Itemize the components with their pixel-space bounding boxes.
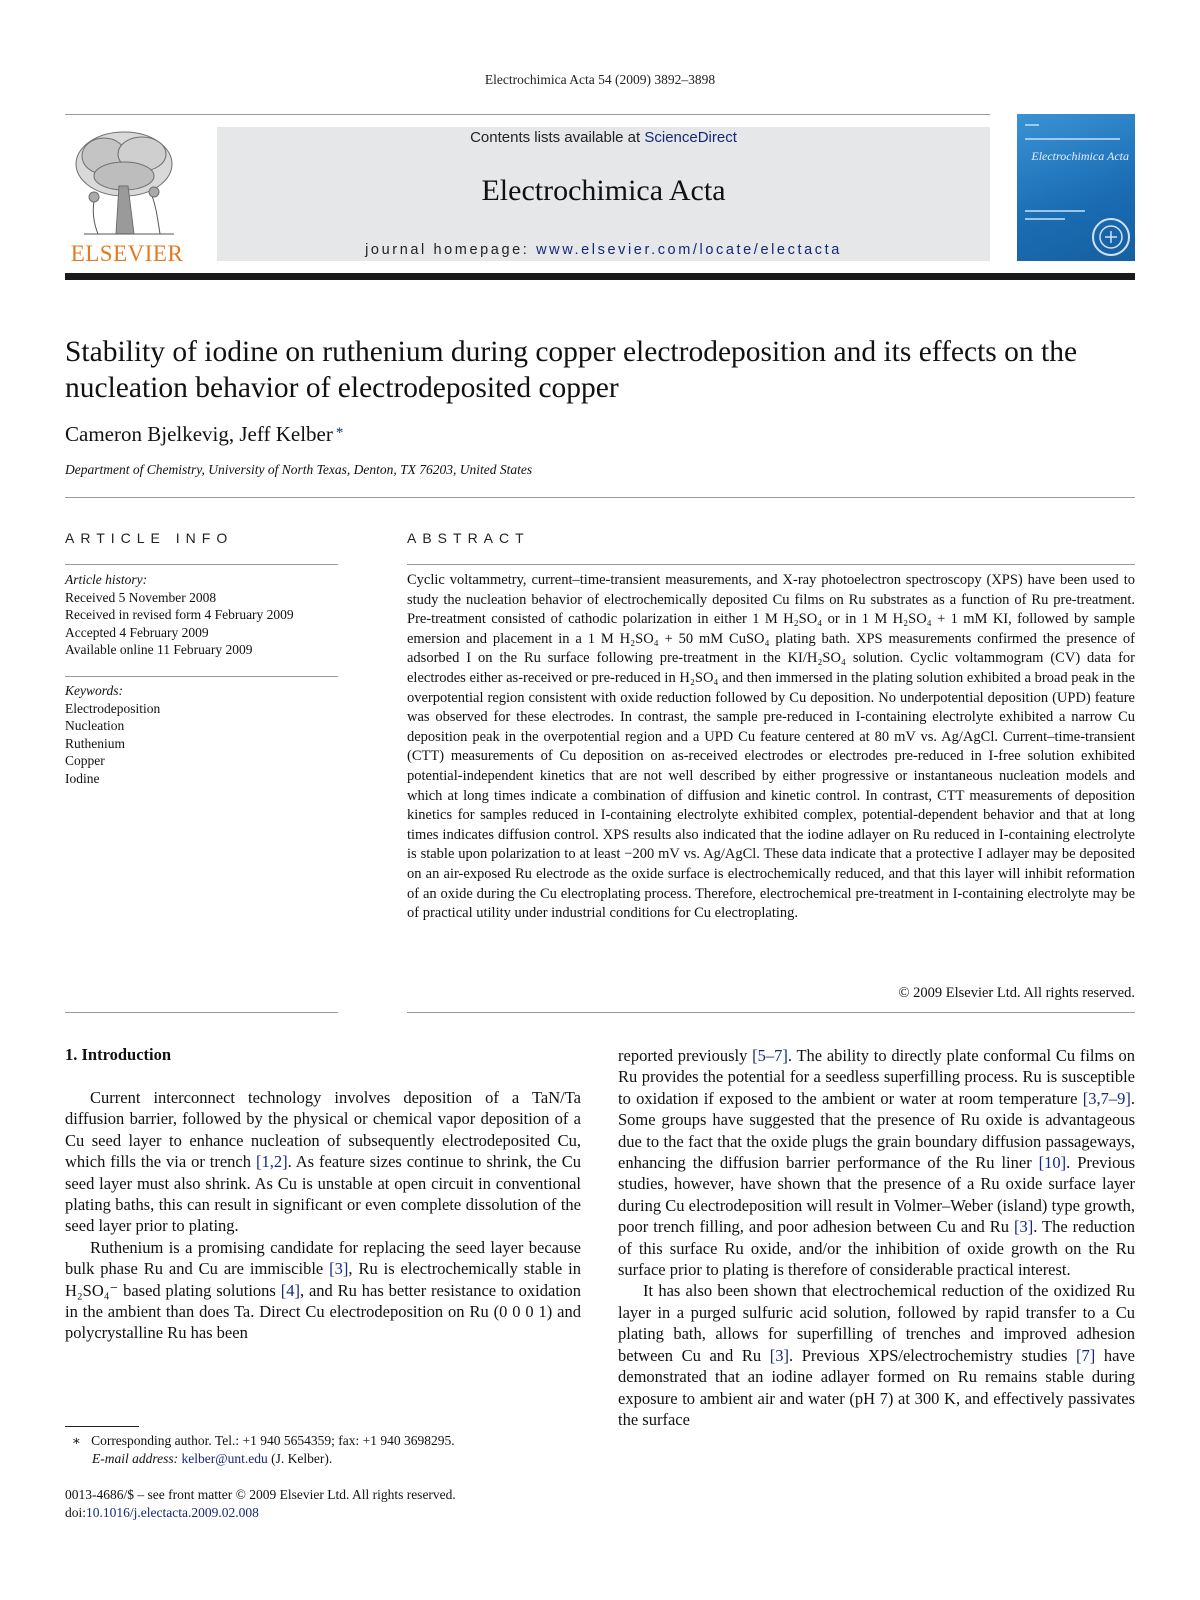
introduction-heading: 1. Introduction [65, 1045, 172, 1064]
doi-link[interactable]: 10.1016/j.electacta.2009.02.008 [86, 1504, 259, 1520]
keyword-item: Electrodeposition [65, 700, 161, 716]
keyword-item: Iodine [65, 770, 100, 786]
cover-emblem [1025, 124, 1039, 126]
divider [65, 1012, 338, 1013]
cover-rule [1025, 218, 1065, 220]
history-item: Received in revised form 4 February 2009 [65, 607, 294, 623]
text-run: It has also been shown that electrochemical reduction of the oxidized Ru layer in a purged sulfuric acid solution, followed by rapid transfer to a Cu plating bath, allows for superfilling of trenches and improved adhesion between Cu and Ru [618, 1281, 1135, 1365]
reference-link[interactable]: [1,2] [255, 1152, 288, 1172]
reference-link[interactable]: [7] [1075, 1345, 1096, 1365]
cover-title: Electrochimica Acta [1031, 149, 1129, 163]
paragraph [65, 1237, 581, 1344]
reference-link[interactable]: [3] [769, 1345, 790, 1365]
text-run: Ruthenium is a promising candidate for replacing the seed layer because bulk phase Ru and Cu are immiscible [65, 1237, 581, 1279]
journal-title: Electrochimica Acta [481, 174, 726, 207]
paragraph [618, 1045, 1135, 1280]
text-run: . Previous XPS/electrochemistry studies [789, 1345, 1076, 1365]
reference-link[interactable]: [5–7] [752, 1046, 788, 1065]
header-divider [65, 114, 990, 115]
paragraph [65, 1087, 581, 1237]
body-column-left [65, 1087, 581, 1344]
divider [65, 676, 338, 677]
reference-link[interactable]: [3,7–9] [1082, 1088, 1131, 1108]
footnote [65, 1432, 595, 1467]
text-run: . The reduction of this surface Ru oxide, and/or the inhibition of oxide growth on the Ru surface prior to plating is therefore of considerable practical interest. [618, 1217, 1135, 1280]
cover-rule [1025, 138, 1120, 140]
history-label: Article history: [65, 572, 148, 587]
journal-citation: Electrochimica Acta 54 (2009) 3892–3898 [484, 72, 716, 87]
homepage-prefix: journal homepage: [365, 242, 537, 258]
text-run: . Some groups have suggested that the presence of Ru oxide is advantageous due to the fact that the oxide plugs the grain boundary diffusion passageways, enhancing the diffusion barrier performance of the Ru liner [618, 1088, 1135, 1173]
email-suffix: (J. Kelber). [267, 1450, 333, 1466]
divider [407, 1012, 1135, 1013]
email-label: E-mail address: [92, 1450, 182, 1466]
header-thick-rule [65, 273, 1135, 280]
reference-link[interactable]: [10] [1038, 1153, 1067, 1173]
text-run: have demonstrated that an iodine adlayer formed on Ru remains stable during exposure to ambient air and water (pH 7) at 300 K, and effectively passivates the surface [618, 1345, 1135, 1429]
author-list [65, 422, 343, 447]
body-column-right [618, 1045, 1135, 1430]
cover-rule [1025, 210, 1085, 212]
page-footer [65, 1486, 456, 1521]
reference-link[interactable]: [3] [329, 1259, 349, 1279]
authors-text: Cameron Bjelkevig, Jeff Kelber [65, 422, 333, 446]
journal-homepage [217, 242, 990, 258]
divider [65, 564, 338, 565]
text-run: . The ability to directly plate conformal Cu films on Ru provides the potential for a seedless superfilling process. Ru is susceptible to oxidation if exposed to the ambient or water at room temperature [618, 1046, 1135, 1108]
footnote-mark: ∗ [71, 1433, 81, 1448]
footnote-corresponding [65, 1432, 595, 1450]
divider [65, 497, 1135, 498]
ise-seal-icon [1091, 217, 1131, 257]
sciencedirect-link[interactable]: ScienceDirect [644, 129, 737, 146]
keyword-item: Ruthenium [65, 735, 125, 751]
footnote-email [65, 1450, 595, 1468]
text-run: reported previously [618, 1046, 753, 1065]
keywords-label: Keywords: [65, 683, 123, 698]
issn-line: 0013-4686/$ – see front matter © 2009 Elsevier Ltd. All rights reserved. [65, 1487, 456, 1502]
keywords [65, 682, 160, 788]
article-info-heading: ARTICLE INFO [65, 530, 234, 546]
text-run: . Previous studies, however, have shown that the presence of a Ru oxide surface layer during Cu electrodeposition will result in Volmer–Weber (island) type growth, poor trench filling, and poor adhesion between Cu and Ru [618, 1153, 1135, 1237]
affiliation: Department of Chemistry, University of North Texas, Denton, TX 76203, United States [65, 462, 533, 477]
keyword-item: Copper [65, 753, 105, 769]
reference-link[interactable]: [4] [280, 1280, 300, 1300]
contents-line [217, 129, 990, 146]
text-run: , Ru is electrochemically stable in H₂SO₄⁻ based plating solutions [65, 1259, 581, 1300]
doi-label: doi: [65, 1504, 87, 1520]
abstract-copyright: © 2009 Elsevier Ltd. All rights reserved. [898, 985, 1135, 1001]
reference-link[interactable]: [3] [1013, 1217, 1034, 1237]
keyword-item: Nucleation [65, 718, 125, 734]
text-run: Current interconnect technology involves deposition of a TaN/Ta diffusion barrier, followed by the physical or chemical vapor deposition of a Cu seed layer to enhance nucleation of subsequently electrodeposited Cu, which fills the via or trench [65, 1088, 581, 1172]
elsevier-wordmark: ELSEVIER [70, 241, 184, 266]
abstract-heading: ABSTRACT [407, 530, 530, 546]
corresponding-author-text: Corresponding author. Tel.: +1 940 5654359; fax: +1 940 3698295. [91, 1433, 455, 1448]
footnote-rule [65, 1426, 139, 1427]
corresponding-author-mark[interactable]: * [335, 425, 344, 441]
text-run: . As feature sizes continue to shrink, the Cu seed layer must also shrink. As Cu is unstable at open circuit in conventional plating baths, this can result in significant or even complete dissolution of the seed layer prior to plating. [65, 1152, 581, 1236]
history-item: Accepted 4 February 2009 [65, 624, 209, 640]
paragraph [618, 1280, 1135, 1430]
homepage-link[interactable]: www.elsevier.com/locate/electacta [536, 242, 842, 258]
abstract-text: Cyclic voltammetry, current–time-transient measurements, and X-ray photoelectron spectroscopy (XPS) have been used to study the nucleation behavior of electrochemically deposited Cu films on Ru substrates as a function of Ru pre-treatment. Pre-treatment consisted of cathodic polarization in either 1 M H₂SO₄ or in 1 M H₂SO₄ + 1 mM KI, followed by sample emersion and placement in a 1 M H₂SO₄ + 50 mM CuSO₄ plating bath. XPS measurements confirmed the presence of adsorbed I on the Ru surface following pre-treatment in the KI/H₂SO₄ solution. Cyclic voltammogram (CV) data for electrodes either as-received or pre-reduced in H₂SO₄ and then immersed in the plating solution exhibited a broad peak in the overpotential region consistent with oxide reduction followed by Cu deposition. No underpotential deposition (UPD) feature was observed for these electrodes. In contrast, the sample pre-reduced in I-containing electrolyte exhibited a narrow Cu deposition peak in the overpotential region and a UPD Cu feature centered at 80 mV vs. Ag/AgCl. Current–time-transient (CTT) measurements of Cu deposition on as-received electrodes or electrodes pre-reduced in I-free solution exhibited potential-independent kinetics that are not well described by either progressive or instantaneous nucleation models and which at long times indicate a combination of diffusion and kinetic control. In contrast, CTT measurements of deposition kinetics for samples reduced in I-containing electrolyte exhibited complex, potential-dependent behavior and that at long times indicates diffusion control. XPS results also indicated that the iodine adlayer on Ru reduced in I-containing electrolyte is stable upon polarization to at least −200 mV vs. Ag/AgCl. These data indicate that a protective I adlayer may be deposited on an air-exposed Ru electrode as the oxide surface is electrochemically reduced, and that this layer will inhibit reformation of an oxide during the Cu electroplating process. Therefore, electrochemical pre-treatment in I-containing electrolyte may be of practical utility under industrial conditions for Cu electroplating. [407, 572, 1135, 922]
journal-cover-thumbnail[interactable] [1017, 114, 1135, 261]
text-run: , and Ru has better resistance to oxidation in the ambient than does Ta. Direct Cu electrodeposition on Ru (0 0 0 1) and polycrystalline Ru has been [65, 1280, 582, 1343]
article-title: Stability of iodine on ruthenium during copper electrodeposition and its effects on the nucleation behavior of electrodeposited copper [65, 336, 1078, 404]
contents-prefix: Contents lists available at [470, 129, 645, 146]
article-history [65, 571, 294, 659]
email-link[interactable]: kelber@unt.edu [181, 1450, 268, 1466]
doi-line [65, 1504, 456, 1522]
history-item: Available online 11 February 2009 [65, 642, 253, 658]
divider [407, 564, 1135, 565]
history-item: Received 5 November 2008 [65, 589, 217, 605]
